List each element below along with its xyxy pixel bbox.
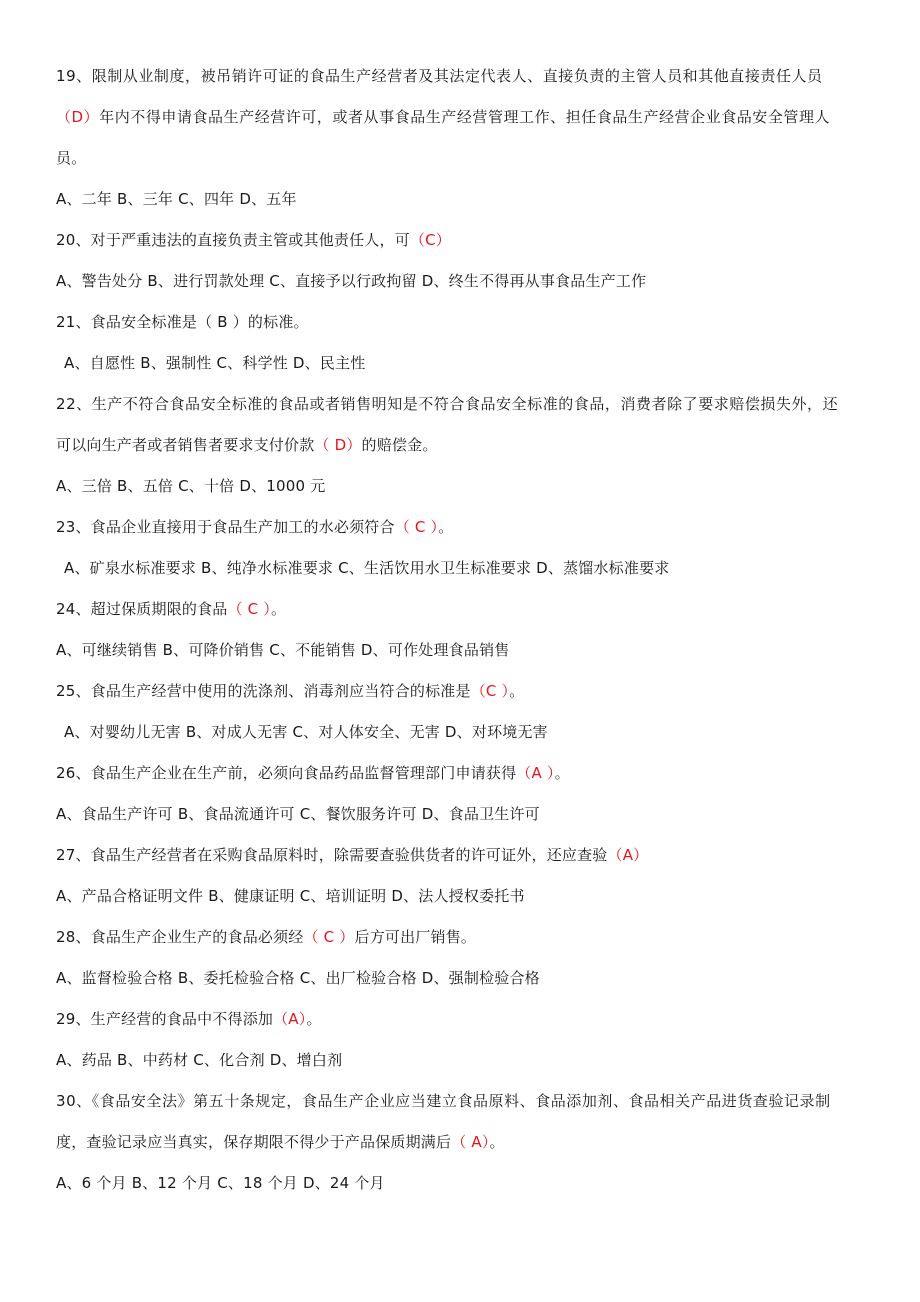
answer-mark: （C ） bbox=[470, 682, 510, 700]
answer-mark: （C） bbox=[409, 231, 451, 249]
question-23-line-1: 23、食品企业直接用于食品生产加工的水必须符合（ C ）。 bbox=[56, 518, 454, 536]
question-29-options: A、药品 B、中药材 C、化合剂 D、增白剂 bbox=[56, 1051, 343, 1069]
question-25-line-1: 25、食品生产经营中使用的洗涤剂、消毒剂应当符合的标准是（C ）。 bbox=[56, 682, 525, 700]
question-24-options: A、可继续销售 B、可降价销售 C、不能销售 D、可作处理食品销售 bbox=[56, 641, 510, 659]
question-23-options: A、矿泉水标准要求 B、纯净水标准要求 C、生活饮用水卫生标准要求 D、蒸馏水标准要求 bbox=[64, 559, 670, 577]
answer-mark: （ A） bbox=[451, 1133, 490, 1151]
answer-mark: （ C ） bbox=[303, 928, 355, 946]
question-30-line-2: 度，查验记录应当真实，保存期限不得少于产品保质期满后（ A）。 bbox=[56, 1133, 505, 1151]
question-22-line-2: 可以向生产者或者销售者要求支付价款（ D）的赔偿金。 bbox=[56, 436, 438, 454]
question-22-options: A、三倍 B、五倍 C、十倍 D、1000 元 bbox=[56, 477, 326, 495]
question-26-options: A、食品生产许可 B、食品流通许可 C、餐饮服务许可 D、食品卫生许可 bbox=[56, 805, 540, 823]
question-29-line-1: 29、生产经营的食品中不得添加（A）。 bbox=[56, 1010, 322, 1028]
question-25-options: A、对婴幼儿无害 B、对成人无害 C、对人体安全、无害 D、对环境无害 bbox=[64, 723, 548, 741]
question-19-line-2: （D）年内不得申请食品生产经营许可，或者从事食品生产经营管理工作、担任食品生产经营企业食品安全管理人 bbox=[56, 108, 831, 126]
answer-mark: （ D） bbox=[314, 436, 362, 454]
question-20-line-1: 20、对于严重违法的直接负责主管或其他责任人，可（C） bbox=[56, 231, 451, 249]
question-28-line-1: 28、食品生产企业生产的食品必须经（ C ）后方可出厂销售。 bbox=[56, 928, 477, 946]
question-27-line-1: 27、食品生产经营者在采购食品原料时，除需要查验供货者的许可证外，还应查验（A） bbox=[56, 846, 649, 864]
answer-mark: （D） bbox=[56, 108, 100, 126]
answer-mark: （A） bbox=[273, 1010, 307, 1028]
answer-mark: （ C ） bbox=[227, 600, 272, 618]
question-21-line-1: 21、食品安全标准是（ B ）的标准。 bbox=[56, 313, 309, 331]
question-24-line-1: 24、超过保质期限的食品（ C ）。 bbox=[56, 600, 287, 618]
answer-mark: （A ） bbox=[516, 764, 555, 782]
question-26-line-1: 26、食品生产企业在生产前，必须向食品药品监督管理部门申请获得（A ）。 bbox=[56, 764, 570, 782]
question-21-options: A、自愿性 B、强制性 C、科学性 D、民主性 bbox=[64, 354, 366, 372]
question-30-line-1: 30、《食品安全法》第五十条规定，食品生产企业应当建立食品原料、食品添加剂、食品相关产品进货查验记录制 bbox=[56, 1092, 831, 1110]
question-22-line-1: 22、生产不符合食品安全标准的食品或者销售明知是不符合食品安全标准的食品，消费者除了要求赔偿损失外，还 bbox=[56, 395, 839, 413]
question-20-options: A、警告处分 B、进行罚款处理 C、直接予以行政拘留 D、终生不得再从事食品生产工作 bbox=[56, 272, 647, 290]
document-page bbox=[56, 56, 868, 1204]
question-19-options: A、二年 B、三年 C、四年 D、五年 bbox=[56, 190, 297, 208]
answer-mark: （A） bbox=[607, 846, 649, 864]
question-19-line-1: 19、限制从业制度，被吊销许可证的食品生产经营者及其法定代表人、直接负责的主管人员和其他直接责任人员 bbox=[56, 67, 823, 85]
question-19-line-3: 员。 bbox=[56, 149, 87, 167]
question-28-options: A、监督检验合格 B、委托检验合格 C、出厂检验合格 D、强制检验合格 bbox=[56, 969, 540, 987]
question-30-options: A、6 个月 B、12 个月 C、18 个月 D、24 个月 bbox=[56, 1174, 385, 1192]
answer-mark: （ C ） bbox=[394, 518, 439, 536]
question-27-options: A、产品合格证明文件 B、健康证明 C、培训证明 D、法人授权委托书 bbox=[56, 887, 525, 905]
